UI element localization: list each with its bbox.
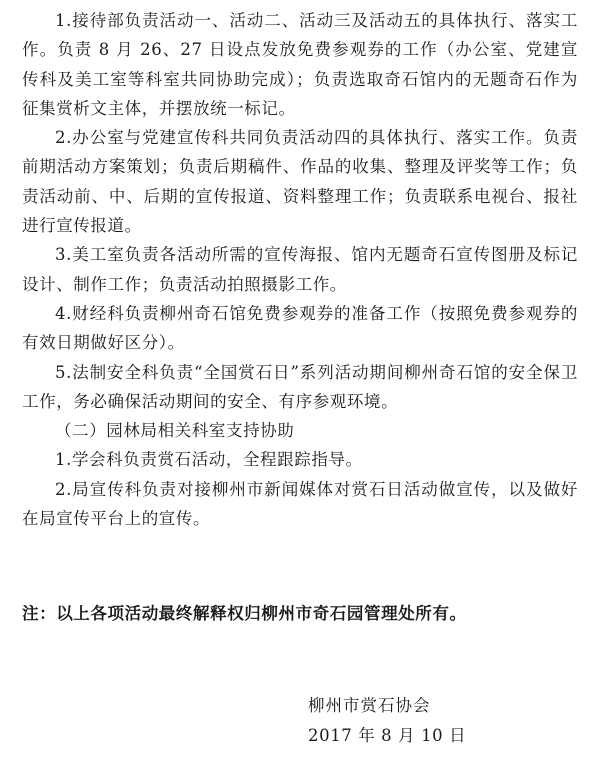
paragraph-finance-duties: 4.财经科负责柳州奇石馆免费参观券的准备工作（按照免费参观券的有效日期做好区分）。	[22, 303, 578, 353]
section-heading-bureau-support: （二）园林局相关科室支持协助	[55, 421, 295, 441]
paragraph-security-duties: 5.法制安全科负责“全国赏石日”系列活动期间柳州奇石馆的安全保卫工作，务必确保活动期间的安全、有序参观环境。	[22, 362, 578, 411]
paragraph-publicity-duties: 2.局宣传科负责对接柳州市新闻媒体对赏石日活动做宣传，以及做好在局宣传平台上的宣传。	[22, 479, 578, 529]
paragraph-office-duties: 2.办公室与党建宣传科共同负责活动四的具体执行、落实工作。负责前期活动方案策划；负责后期稿件、作品的收集、整理及评奖等工作；负责活动前、中、后期的宣传报道、资料整理工作；负责联系电视台、报社进行宣传报道。	[22, 128, 578, 236]
paragraph-society-duties: 1.学会科负责赏石活动，全程跟踪指导。	[55, 450, 363, 470]
paragraph-reception-duties: 1.接待部负责活动一、活动二、活动三及活动五的具体执行、落实工作。负责 8 月 26、27 日设点发放免费参观券的工作（办公室、党建宣传科及美工室等科室共同协助完成）；负责选取奇石馆内的无题奇石作为征集赏析文主体，并摆放统一标记。	[22, 11, 578, 118]
document-body	[22, 6, 578, 533]
signature-date: 2017 年 8 月 10 日	[308, 726, 467, 745]
paragraph-art-room-duties: 3.美工室负责各活动所需的宣传海报、馆内无题奇石宣传图册及标记设计、制作工作；负责活动拍照摄影工作。	[22, 245, 578, 294]
final-note: 注：以上各项活动最终解释权归柳州市奇石园管理处所有。	[22, 604, 467, 623]
signature-organization: 柳州市赏石协会	[308, 696, 431, 715]
